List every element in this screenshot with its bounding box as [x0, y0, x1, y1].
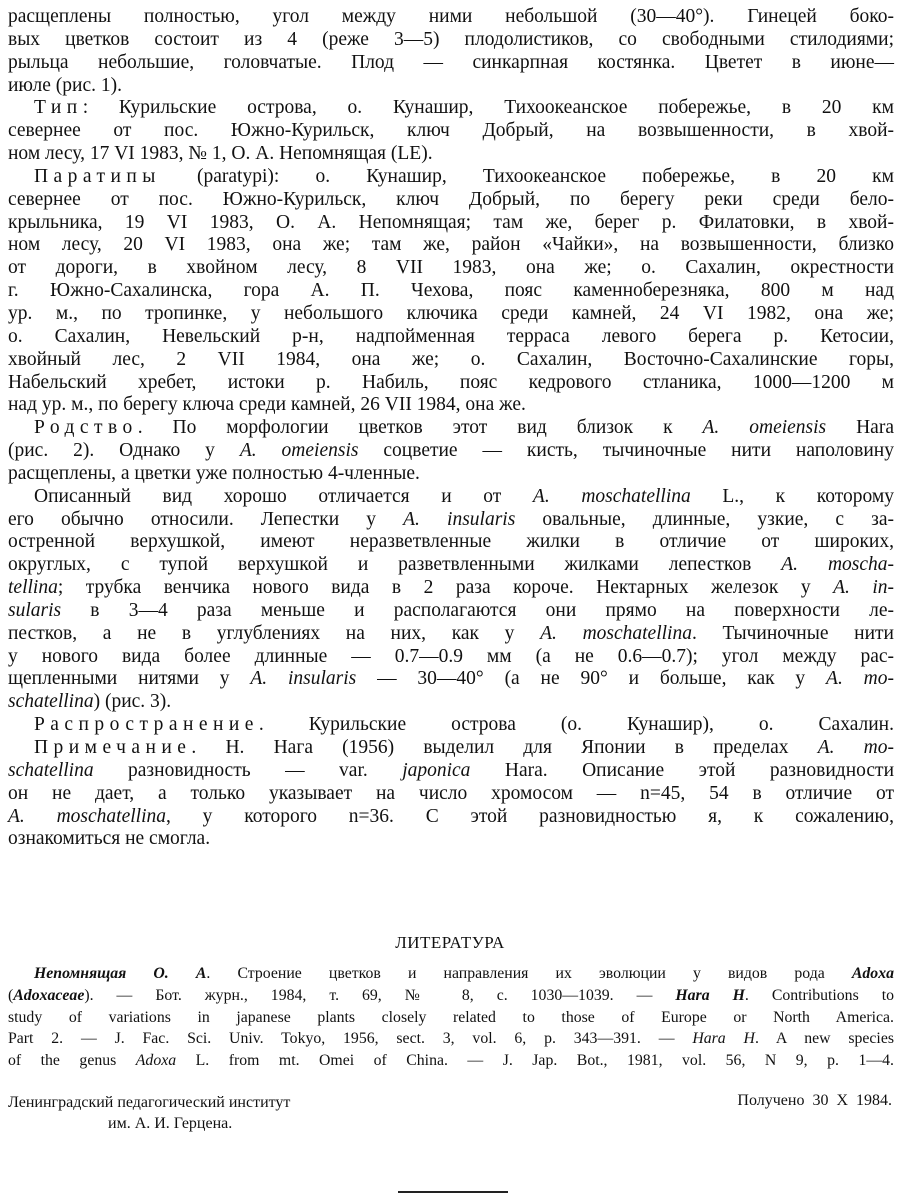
text-run: у нового вида более длинные — 0.7—0.9 мм (а не 0.6—0.7); угол между рас-: [8, 645, 894, 667]
text-run: расщеплены, а цветки уже полностью 4-членные.: [8, 462, 420, 484]
emphasis-text: A. omeiensis: [239, 440, 359, 462]
text-run: вых цветков состоит из 4 (реже 3—5) плодолистиков, со свободными стилодиями;: [8, 28, 894, 50]
text-run: разновидность — var.: [93, 759, 403, 781]
institute-name-line: им. А. И. Герцена.: [108, 1115, 233, 1132]
text-line: [8, 985, 894, 1007]
text-run: Part 2. — J. Fac. Sci. Univ. Tokyo, 1956, sect. 3, vol. 6, p. 343—391. —: [8, 1030, 693, 1048]
emphasis-text: A. moschatellina: [532, 485, 691, 507]
text-run: севернее от пос. Южно-Курильск, ключ Добрый, по берегу реки среди бело-: [8, 188, 894, 210]
text-line: [8, 280, 894, 303]
text-run: . Тычиночные нити: [691, 622, 894, 644]
emphasis-text: A. mo-: [826, 668, 894, 690]
text-run: июле (рис. 1).: [8, 74, 122, 96]
emphasis-text: tellina: [8, 577, 58, 599]
emphasis-text: Непомнящая О. А: [34, 965, 207, 982]
text-run: соцветие — кисть, тычиночные нити наполовину: [358, 440, 894, 462]
emphasis-text: schatellina: [8, 759, 94, 781]
section-label: Паратипы: [34, 165, 161, 187]
emphasis-text: Adoxaceae: [13, 986, 85, 1004]
text-run: ознакомиться не смогла.: [8, 828, 211, 850]
text-run: — 30—40° (а не 90° и больше, как у: [356, 668, 827, 690]
text-run: (paratypi): о. Кунашир, Тихоокеанское побережье, в 20 км: [160, 165, 894, 187]
text-run: овальные, длинные, узкие, с за-: [515, 508, 894, 530]
text-run: крыльника, 19 VI 1983, О. А. Непомнящая; там же, берег р. Филатовки, в хвой-: [8, 211, 894, 233]
text-line: [8, 737, 894, 760]
section-label: Примечание: [34, 737, 192, 758]
text-line: [8, 417, 894, 440]
institute-line: Ленинградский педагогический институт: [8, 1094, 291, 1111]
text-run: пестков, а не в углублениях на них, как у: [8, 622, 541, 644]
text-line: [8, 234, 894, 257]
text-run: (рис. 2). Однако у: [8, 440, 240, 462]
text-line: [8, 394, 894, 417]
text-line: [8, 646, 894, 669]
section-label: Распространение: [34, 714, 259, 736]
text-line: [8, 97, 894, 120]
references-heading: ЛИТЕРАТУРА: [395, 933, 505, 952]
text-line: [8, 691, 894, 714]
text-run: ном лесу, 17 VI 1983, № 1, О. А. Непомнящая (LE).: [8, 143, 433, 165]
article-body: [8, 6, 894, 851]
text-run: : Курильские острова, о. Кунашир, Тихоокеанское побережье, в 20 км: [82, 97, 894, 119]
text-run: округлых, с тупой верхушкой и разветвленными жилками лепестков: [8, 554, 782, 576]
paragraph: [8, 714, 894, 737]
text-run: Hara. Описание этой разновидности: [470, 759, 894, 781]
text-run: . По морфологии цветков этот вид близок к: [137, 417, 703, 439]
emphasis-text: Hara H: [675, 986, 745, 1004]
emphasis-text: A. moschatellina: [8, 805, 166, 827]
text-line: [8, 577, 894, 600]
text-run: его обычно относили. Лепестки у: [8, 508, 404, 530]
emphasis-text: Hara H: [692, 1030, 755, 1048]
text-line: [8, 212, 894, 235]
text-line: [8, 714, 894, 737]
text-run: . A new species: [754, 1030, 894, 1048]
text-line: [8, 440, 894, 463]
text-run: of the genus: [8, 1052, 136, 1070]
text-line: [8, 1028, 894, 1050]
text-line: [8, 120, 894, 143]
bottom-divider: [398, 1191, 508, 1193]
text-line: [8, 531, 894, 554]
text-run: ; трубка венчика нового вида в 2 раза короче. Нектарных железок у: [57, 577, 834, 599]
text-line: [8, 349, 894, 372]
paragraph: [8, 486, 894, 714]
text-run: , у которого n=36. С этой разновидностью я, к сожалению,: [166, 805, 894, 827]
text-line: [8, 143, 894, 166]
text-line: [8, 486, 894, 509]
text-line: [8, 806, 894, 829]
section-label: Тип: [34, 97, 83, 119]
paragraph: [8, 417, 894, 486]
text-run: в 3—4 раза меньше и располагаются они прямо на поверхности ле-: [61, 599, 894, 621]
emphasis-text: Adoxa: [135, 1052, 177, 1070]
text-line: [8, 6, 894, 29]
text-run: Hara: [826, 417, 894, 439]
text-run: (: [8, 986, 14, 1004]
paragraph: [8, 737, 894, 851]
text-line: [8, 963, 894, 985]
emphasis-text: A. moscha-: [781, 554, 895, 576]
received-date: Получено 30 X 1984.: [737, 1092, 892, 1109]
text-line: [8, 1050, 894, 1072]
text-line: [8, 554, 894, 577]
text-line: [8, 189, 894, 212]
emphasis-text: sularis: [8, 599, 62, 621]
emphasis-text: japonica: [402, 759, 471, 781]
section-label: Родство: [34, 417, 138, 439]
text-line: [8, 783, 894, 806]
text-run: L. from mt. Omei of China. — J. Jap. Bot., 1981, vol. 56, N 9, p. 1—4.: [176, 1052, 894, 1070]
emphasis-text: A. insularis: [403, 508, 516, 530]
paragraph: [8, 166, 894, 417]
text-run: о. Сахалин, Невельский р-н, надпойменная терраса левого берега р. Кетосии,: [8, 325, 894, 347]
text-line: [8, 29, 894, 52]
text-line: [8, 828, 894, 851]
text-run: над ур. м., по берегу ключа среди камней, 26 VII 1984, она же.: [8, 394, 526, 416]
text-line: [8, 600, 894, 623]
emphasis-text: A. insularis: [250, 668, 357, 690]
text-run: Описанный вид хорошо отличается и от: [34, 485, 533, 507]
emphasis-text: Adoxa: [851, 965, 894, 982]
text-run: ) (рис. 3).: [93, 691, 172, 713]
text-run: хвойный лес, 2 VII 1984, она же; о. Сахалин, Восточно-Сахалинские горы,: [8, 348, 894, 370]
affiliation: [8, 1092, 290, 1134]
text-line: [8, 75, 894, 98]
text-run: рыльца небольшие, головчатые. Плод — синкарпная костянка. Цветет в июне—: [8, 51, 894, 73]
text-run: . Н. Нага (1956) выделил для Японии в пределах: [191, 737, 818, 758]
text-run: . Курильские острова (о. Кунашир), о. Сахалин.: [258, 714, 894, 736]
text-run: L., к которому: [690, 485, 894, 507]
references-list: [8, 963, 894, 1072]
text-run: г. Южно-Сахалинска, гора А. П. Чехова, пояс каменноберезняка, 800 м над: [8, 280, 894, 302]
text-line: [8, 1007, 894, 1029]
emphasis-text: A. in-: [833, 577, 894, 599]
text-line: [8, 326, 894, 349]
text-run: ). — Бот. журн., 1984, т. 69, № 8, с. 1030—1039. —: [84, 986, 676, 1004]
text-run: . Строение цветков и направления их эволюции у видов рода: [206, 965, 852, 982]
text-line: [8, 760, 894, 783]
text-run: Набельский хребет, истоки р. Набиль, пояс кедрового стланика, 1000—1200 м: [8, 371, 894, 393]
text-run: остренной верхушкой, имеют неразветвленные жилки в отличие от широких,: [8, 531, 894, 553]
text-line: [8, 303, 894, 326]
text-run: ном лесу, 20 VI 1983, она же; там же, район «Чайки», на возвышенности, близко: [8, 234, 894, 256]
text-run: от дороги, в хвойном лесу, 8 VII 1983, она же; о. Сахалин, окрестности: [8, 257, 894, 279]
text-run: севернее от пос. Южно-Курильск, ключ Добрый, на возвышенности, в хвой-: [8, 120, 894, 142]
paragraph: [8, 97, 894, 166]
text-run: ур. м., по тропинке, у небольшого ключика среди камней, 24 VI 1982, она же;: [8, 302, 894, 324]
text-line: [8, 166, 894, 189]
text-run: study of variations in japanese plants closely related to those of Europe or North America.: [8, 1008, 894, 1026]
emphasis-text: A. omeiensis: [702, 417, 827, 439]
text-run: . Contributions to: [744, 986, 895, 1004]
text-run: расщеплены полностью, угол между ними небольшой (30—40°). Гинецей боко-: [8, 6, 894, 27]
text-run: он не дает, а только указывает на число хромосом — n=45, 54 в отличие от: [8, 782, 894, 804]
text-line: [8, 372, 894, 395]
emphasis-text: schatellina: [8, 691, 94, 713]
text-run: щепленными нитями у: [8, 668, 251, 690]
emphasis-text: A. mo-: [817, 737, 894, 758]
text-line: [8, 463, 894, 486]
text-line: [8, 509, 894, 532]
text-line: [8, 668, 894, 691]
text-line: [8, 623, 894, 646]
text-line: [8, 257, 894, 280]
text-line: [8, 52, 894, 75]
emphasis-text: A. moschatellina: [540, 622, 692, 644]
paragraph: [8, 6, 894, 97]
